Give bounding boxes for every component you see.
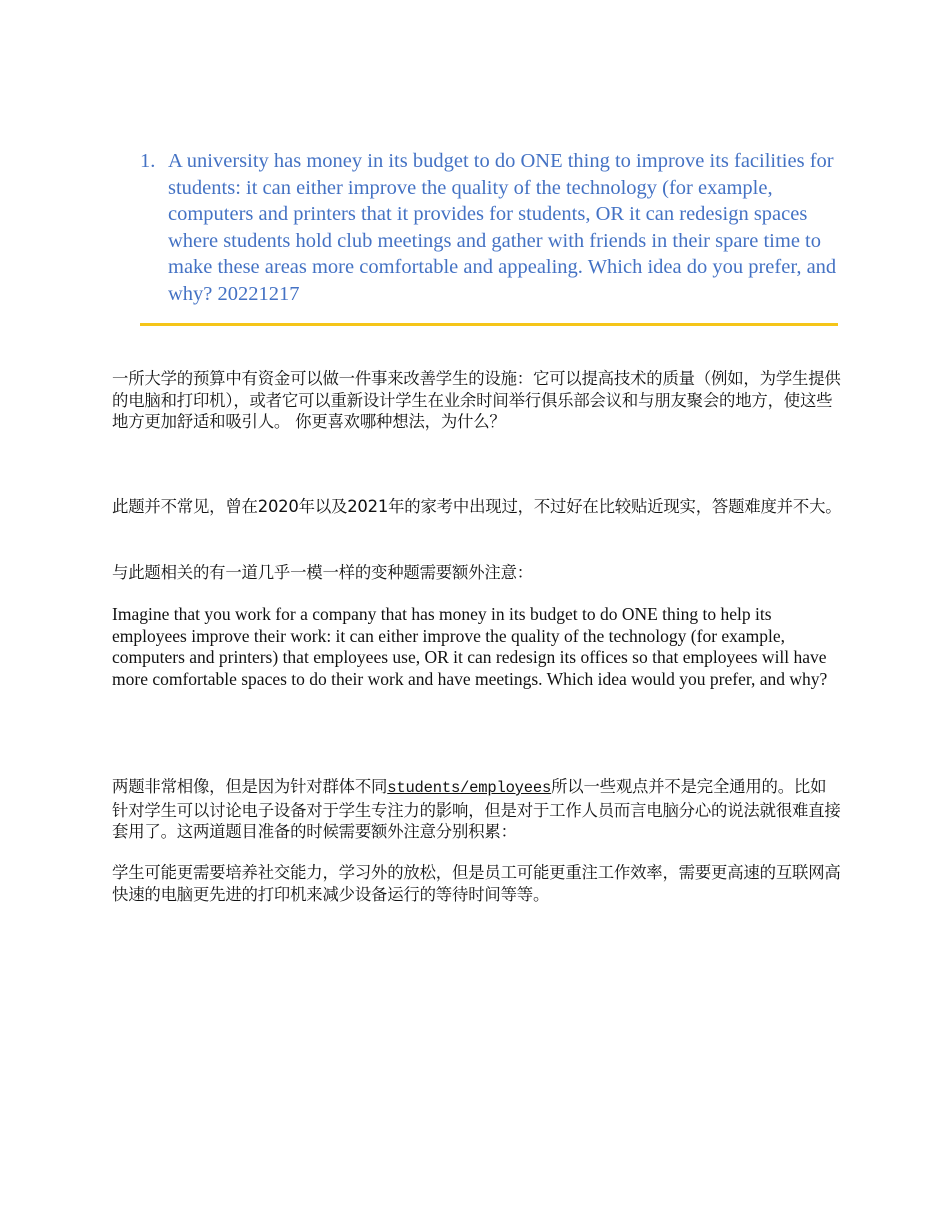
list-item [140, 148, 840, 308]
variant-question-paragraph: Imagine that you work for a company that has money in its budget to do ONE thing to help its employees improve their work: it can either improve the quality of the technology (for example, computers and printers) that employees use, OR it can redesign its offices so that employees will have more comfortable spaces to do their work and have meetings. Which idea would you prefer, and why? [112, 604, 828, 689]
list-number: 1. [140, 150, 156, 172]
variant-intro-paragraph: 与此题相关的有一道几乎一模一样的变种题需要额外注意： [112, 563, 533, 582]
comparison-paragraph [112, 776, 842, 843]
heading-divider [140, 323, 838, 326]
question-text: A university has money in its budget to do ONE thing to improve its facilities for students: it can either improve the quality of the technology (for example, computers and printers that it provides for students, OR it can redesign spaces where students hold club meetings and gather with friends in their spare time to make these areas more comfortable and appealing. Which idea do you prefer, and why? 20221217 [168, 150, 837, 305]
comparison-text-start: 两题非常相像，但是因为针对群体不同 [112, 777, 388, 796]
notes-paragraph: 学生可能更需要培养社交能力，学习外的放松，但是员工可能更重注工作效率，需要更高速的互联网高快速的电脑更先进的打印机来减少设备运行的等待时间等等。 [112, 863, 841, 904]
numbered-question-heading [140, 148, 840, 308]
students-employees-link[interactable]: students/employees [387, 779, 552, 797]
comparison-text-end: 所以一些观点并不是完全通用的。比如针对学生可以讨论电子设备对于学生专注力的影响，但是对于工作人员而言电脑分心的说法就很难直接套用了。这两道题目准备的时候需要额外注意分别积累： [112, 777, 841, 841]
translation-paragraph: 一所大学的预算中有资金可以做一件事来改善学生的设施：它可以提高技术的质量（例如，为学生提供的电脑和打印机），或者它可以重新设计学生在业余时间举行俱乐部会议和与朋友聚会的地方，使这些地方更加舒适和吸引人。 你更喜欢哪种想法，为什么？ [112, 369, 841, 431]
analysis-paragraph: 此题并不常见，曾在2020年以及2021年的家考中出现过，不过好在比较贴近现实，答题难度并不大。 [112, 497, 842, 516]
